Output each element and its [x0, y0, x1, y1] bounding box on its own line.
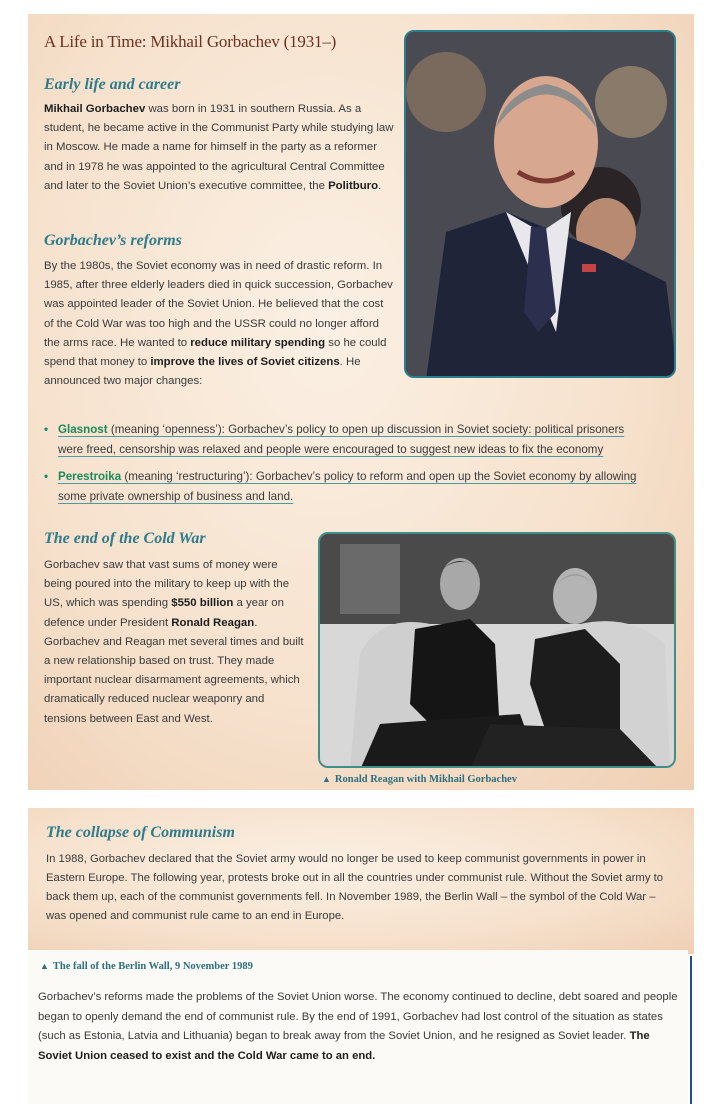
- reagan-gorbachev-illustration: [320, 534, 676, 768]
- reforms-text-b: so he could spend that money to: [44, 336, 387, 369]
- caption-berlin-wall: [40, 961, 253, 972]
- bold-reduce-military: reduce military spending: [190, 336, 326, 349]
- bold-improve-lives: improve the lives of Soviet citizens: [150, 356, 340, 369]
- bullet-marker: •: [44, 423, 49, 436]
- reagan-gorbachev-photo: [318, 532, 676, 768]
- gorbachev-photo: [404, 30, 676, 378]
- desc-perestroika: (meaning ‘restructuring’): Gorbachev’s policy to reform and open up the Soviet economy by allowing some private ownership of business and land.: [58, 470, 637, 503]
- bold-name: Mikhail Gorbachev: [44, 103, 146, 115]
- term-perestroika: Perestroika: [58, 470, 122, 484]
- heading-reforms: Gorbachev’s reforms: [44, 232, 182, 249]
- paragraph-reforms: [44, 257, 396, 391]
- caption-triangle-icon: ▲: [40, 961, 49, 971]
- paragraph-early-life: [44, 100, 396, 196]
- reforms-text-a: By the 1980s, the Soviet economy was in need of drastic reform. In 1985, after three elderly leaders died in quick succession, Gorbachev was appointed leader of the Soviet Union. He believed that the cost of the Cold War was too high and the USSR could no longer afford the arms race. He wanted to: [44, 260, 393, 349]
- paragraph-final: [38, 988, 678, 1066]
- caption-text: The fall of the Berlin Wall, 9 November 1989: [52, 961, 253, 972]
- bullet-glasnost: [44, 420, 644, 459]
- page-title: A Life in Time: Mikhail Gorbachev (1931–): [44, 32, 337, 51]
- cold-war-text-a: Gorbachev saw that vast sums of money were being poured into the military to keep up with the US, which was spending: [44, 559, 290, 610]
- caption-text: Ronald Reagan with Mikhail Gorbachev: [334, 774, 517, 785]
- sentence-end: .: [378, 179, 382, 192]
- early-life-text: was born in 1931 in southern Russia. As a student, he became active in the Communist Party while studying law in Moscow. He made a name for himself in the party as a reformer and in 1978 he was appointed to the agricultural Central Committee and later to the Soviet Union’s executive committee, the: [44, 103, 394, 192]
- bullet-perestroika: [44, 467, 644, 506]
- desc-glasnost: (meaning ‘openness’): Gorbachev’s policy to open up discussion in Soviet society: political prisoners were freed, censorship was relaxed and people were encouraged to suggest new ideas to fix the economy: [58, 423, 625, 456]
- bold-final-statement: The Soviet Union ceased to exist and the Cold War came to an end.: [38, 1030, 650, 1062]
- paragraph-collapse: In 1988, Gorbachev declared that the Soviet army would no longer be used to keep communist governments in power in Eastern Europe. The following year, protests broke out in all the countries under communist rule. Without the Soviet army to back them up, each of the communist governments fell. In November 1989, the Berlin Wall – the symbol of the Cold War – was opened and communist rule came to an end in Europe.: [46, 853, 664, 922]
- heading-collapse: The collapse of Communism: [46, 824, 235, 841]
- glasnost-text: [58, 423, 624, 456]
- gorbachev-portrait-illustration: [406, 32, 676, 378]
- bold-550-billion: $550 billion: [171, 597, 234, 610]
- caption-triangle-icon: ▲: [322, 774, 331, 784]
- perestroika-text: [58, 470, 637, 503]
- caption-reagan-gorbachev: [322, 774, 517, 785]
- bullet-marker: •: [44, 470, 49, 484]
- bold-politburo: Politburo: [328, 179, 379, 192]
- bold-ronald-reagan: Ronald Reagan: [171, 616, 255, 629]
- edge-rule: [690, 956, 692, 1104]
- reforms-bullet-list: [44, 420, 644, 506]
- heading-early-life: Early life and career: [44, 76, 181, 93]
- cold-war-text-b: a year on defence under President: [44, 597, 284, 629]
- cold-war-text-c: . Gorbachev and Reagan met several times and built a new relationship based on trust. They made important nuclear disarmament agreements, which dramatically reduced nuclear weaponry and tensions between East and West.: [44, 616, 304, 725]
- paragraph-cold-war-end: [44, 556, 306, 729]
- heading-cold-war-end: The end of the Cold War: [44, 530, 206, 547]
- reforms-text-c: . He announced two major changes:: [44, 356, 361, 388]
- term-glasnost: Glasnost: [58, 423, 108, 436]
- final-text: Gorbachev’s reforms made the problems of the Soviet Union worse. The economy continued to decline, debt soared and people began to openly demand the end of communist rule. By the end of 1991, Gorbachev had lost control of the situation as states (such as Estonia, Latvia and Lithuania) began to break away from the Soviet Union, and he resigned as Soviet leader.: [38, 991, 678, 1043]
